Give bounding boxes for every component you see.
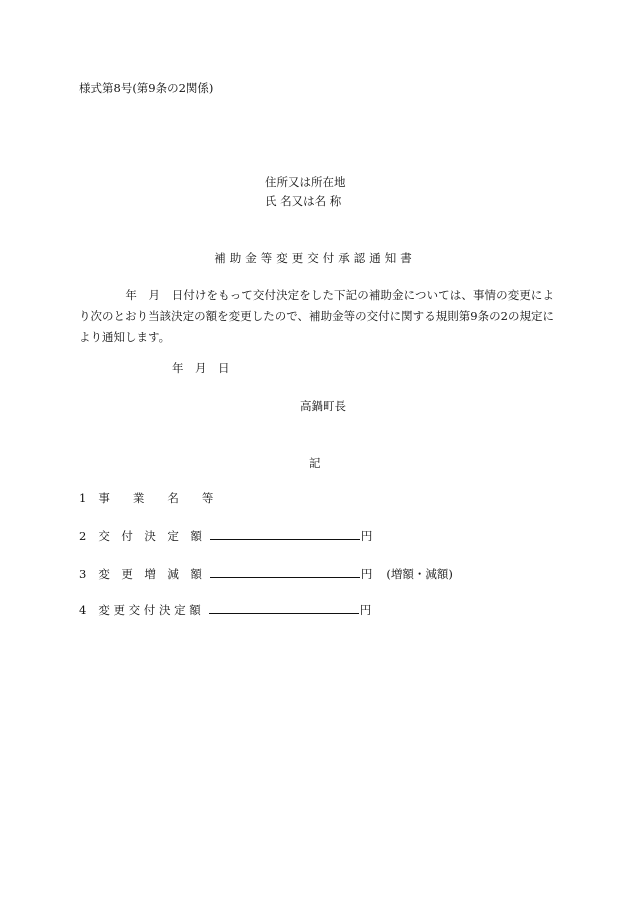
- document-title: 補助金等変更交付承認通知書: [214, 251, 416, 265]
- yen-suffix: 円: [359, 603, 372, 617]
- item-number: 3: [79, 567, 87, 581]
- item-label: 変 更 交 付 決 定 額: [98, 603, 201, 617]
- amount-blank-line[interactable]: [209, 601, 359, 614]
- item-revised-grant-amount: [79, 601, 371, 618]
- date-line: 年 月 日: [172, 361, 230, 375]
- name-label: 氏 名又は名 称: [265, 194, 342, 208]
- amount-blank-line[interactable]: [210, 565, 360, 578]
- item-label: 変 更 増 減 額: [98, 567, 202, 581]
- form-number: 様式第8号(第9条の2関係): [79, 81, 214, 95]
- yen-suffix: 円: [360, 529, 373, 543]
- amount-blank-line[interactable]: [210, 527, 360, 540]
- item-label: 事 業 名 等: [98, 491, 214, 505]
- item-change-amount: [79, 565, 453, 582]
- issuer-name: 高鍋町長: [300, 399, 346, 413]
- ki-heading: 記: [309, 456, 321, 470]
- item-number: 2: [79, 529, 87, 543]
- item-label: 交 付 決 定 額: [98, 529, 202, 543]
- item-number: 1: [79, 491, 87, 505]
- notice-body-text: 年 月 日付けをもって交付決定をした下記の補助金については、事情の変更により次のとおり当該決定の額を変更したので、補助金等の交付に関する規則第9条の2の規定により通知します。: [79, 288, 554, 344]
- yen-suffix: 円: [360, 567, 373, 581]
- item-grant-amount: [79, 527, 372, 544]
- increase-decrease-note: (増額・減額): [386, 567, 453, 581]
- item-business-name: [79, 490, 213, 506]
- item-number: 4: [79, 603, 87, 617]
- address-label: 住所又は所在地: [265, 175, 346, 189]
